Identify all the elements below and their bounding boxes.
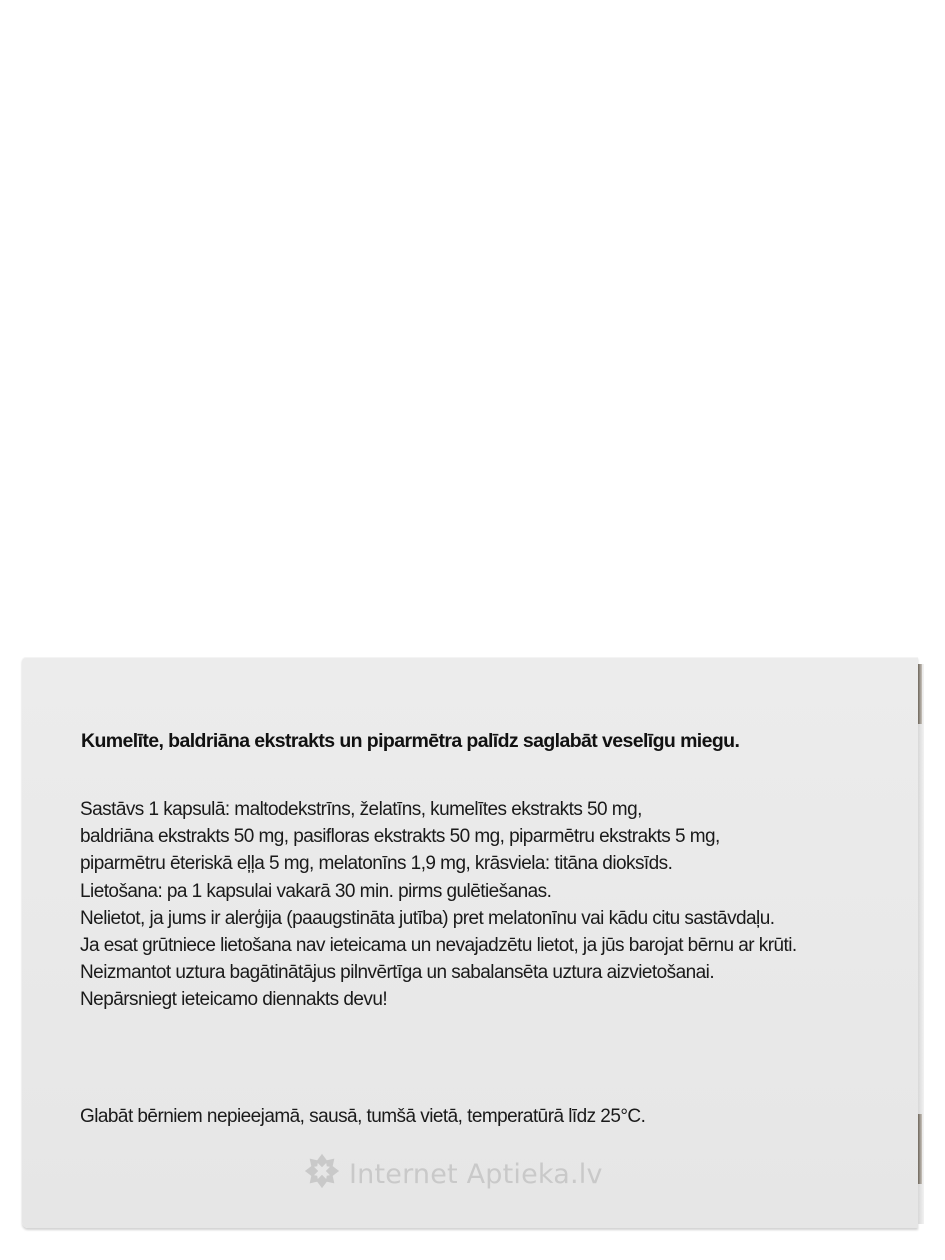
warning-line: Neizmantot uztura bagātinātājus pilnvērtīga un sabalansēta uztura aizvietošanai. (80, 962, 715, 984)
warning-line: Nepārsniegt ieteicamo diennakts devu! (80, 989, 388, 1011)
watermark-text: Internet Aptieka.lv (349, 1159, 603, 1190)
composition-line: piparmētru ēteriskā eļļa 5 mg, melatonīns 1,9 mg, krāsviela: titāna dioksīds. (80, 853, 673, 875)
flap-edge-shadow (918, 1114, 922, 1184)
warning-line: Ja esat grūtniece lietošana nav ieteicama un nevajadzētu lietot, ja jūs barojat bērnu ar krūti. (80, 935, 797, 957)
product-headline: Kumelīte, baldriāna ekstrakts un piparmētra palīdz saglabāt veselīgu miegu. (81, 730, 740, 752)
box-side-flap (918, 664, 924, 1224)
flap-edge-shadow (918, 664, 922, 724)
storage-instructions: Glabāt bērniem nepieejamā, sausā, tumšā vietā, temperatūrā līdz 25°C. (80, 1106, 646, 1127)
usage-line: Lietošana: pa 1 kapsulai vakarā 30 min. pirms gulētiešanas. (80, 880, 552, 902)
ingredients-and-usage (80, 796, 900, 1014)
composition-line: baldriāna ekstrakts 50 mg, pasifloras ekstrakts 50 mg, piparmētru ekstrakts 5 mg, (80, 826, 720, 848)
watermark (303, 1152, 603, 1197)
asterisk-logo-icon (303, 1152, 341, 1197)
warning-line: Nelietot, ja jums ir alerģija (paaugstināta jutība) pret melatonīnu vai kādu citu sastāvdaļu. (80, 907, 775, 929)
composition-line: Sastāvs 1 kapsulā: maltodekstrīns, želatīns, kumelītes ekstrakts 50 mg, (80, 799, 642, 820)
